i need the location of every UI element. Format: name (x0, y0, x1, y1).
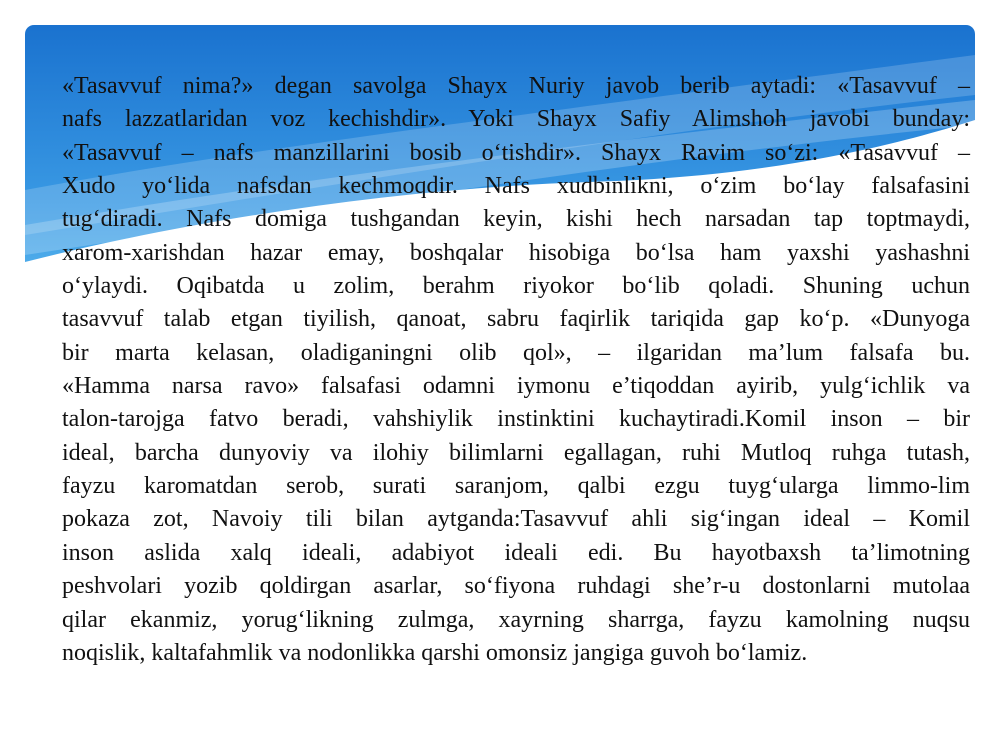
paragraph-line: nafs lazzatlaridan voz kechishdir». Yoki Shayx Safiy Alimshoh javobi bunday: (62, 106, 970, 133)
paragraph-line: ideal, barcha dunyoviy va ilohiy bilimlarni egallagan, ruhi Mutloq ruhga tutash, (62, 439, 970, 466)
paragraph-line: «Tasavvuf – nafs manzillarini bosib o‘tishdir». Shayx Ravim so‘zi: «Tasavvuf – (62, 139, 970, 166)
paragraph-line: tasavvuf talab etgan tiyilish, qanoat, sabru faqirlik tariqida gap ko‘p. «Dunyoga (62, 306, 970, 333)
paragraph-line: pokaza zot, Navoiy tili bilan aytganda:Tasavvuf ahli sig‘ingan ideal – Komil (62, 506, 970, 533)
paragraph-line: noqislik, kaltafahmlik va nodonlikka qarshi omonsiz jangiga guvoh bo‘lamiz. (62, 639, 808, 666)
paragraph-line: talon-tarojga fatvo beradi, vahshiylik instinktini kuchaytiradi.Komil inson – bir (62, 406, 970, 433)
paragraph-line: xarom-xarishdan hazar emay, boshqalar hisobiga bo‘lsa ham yaxshi yashashni (62, 239, 970, 266)
paragraph-line: «Tasavvuf nima?» degan savolga Shayx Nuriy javob berib aytadi: «Tasavvuf – (62, 73, 970, 99)
paragraph-line: o‘ylaydi. Oqibatda u zolim, berahm riyokor bo‘lib qoladi. Shuning uchun (62, 273, 970, 300)
paragraph-line: «Hamma narsa ravo» falsafasi odamni iymonu e’tiqoddan ayirib, yulg‘ichlik va (62, 373, 970, 400)
paragraph-line: qilar ekanmiz, yorug‘likning zulmga, xayrning sharrga, fayzu kamolning nuqsu (62, 606, 970, 633)
paragraph-line: inson aslida xalq ideali, adabiyot ideali edi. Bu hayotbaxsh ta’limotning (62, 539, 970, 566)
paragraph-line: bir marta kelasan, oladiganingni olib qol», – ilgaridan ma’lum falsafa bu. (62, 339, 970, 366)
paragraph-line: fayzu karomatdan serob, surati saranjom, qalbi ezgu tuyg‘ularga limmo-lim (62, 473, 970, 500)
paragraph-line: Xudo yo‘lida nafsdan kechmoqdir. Nafs xudbinlikni, o‘zim bo‘lay falsafasini (62, 173, 970, 200)
body-paragraph (62, 70, 970, 670)
paragraph-line: peshvolari yozib qoldirgan asarlar, so‘fiyona ruhdagi she’r-u dostonlarni mutolaa (62, 573, 970, 600)
paragraph-line: tug‘diradi. Nafs domiga tushgandan keyin, kishi hech narsadan tap toptmaydi, (62, 206, 970, 233)
